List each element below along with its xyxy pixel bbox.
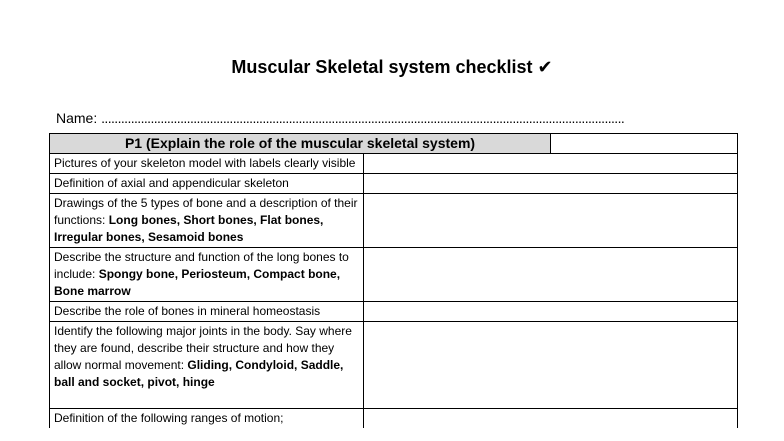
name-label: Name: [56, 110, 98, 126]
table-row [50, 322, 738, 409]
row-evidence-cell[interactable] [364, 248, 738, 302]
row-description: Drawings of the 5 types of bone and a description of their functions: Long bones, Short bones, Flat bones, Irregular bones, Sesamoid bones [50, 194, 364, 248]
row-description: Pictures of your skeleton model with labels clearly visible [50, 154, 364, 174]
section-header-row [50, 134, 738, 154]
checklist-table [49, 133, 738, 428]
row-description: Definition of the following ranges of motion; [50, 409, 364, 429]
row-evidence-cell[interactable] [364, 174, 738, 194]
name-line [56, 110, 624, 126]
page-title: Muscular Skeletal system checklist ✔ [231, 57, 553, 77]
table-row [50, 302, 738, 322]
row-evidence-cell[interactable] [364, 322, 738, 409]
name-dots[interactable]: ............................................................................................................................................................... [101, 110, 625, 126]
row-description: Describe the role of bones in mineral homeostasis [50, 302, 364, 322]
row-description: Identify the following major joints in the body. Say where they are found, describe their structure and how they allow normal movement: Gliding, Condyloid, Saddle, ball and socket, pivot, hinge [50, 322, 364, 409]
row-evidence-cell[interactable] [364, 154, 738, 174]
row-description: Describe the structure and function of the long bones to include: Spongy bone, Periosteum, Compact bone, Bone marrow [50, 248, 364, 302]
section-header-blank-cell[interactable] [551, 134, 738, 154]
table-row [50, 174, 738, 194]
table-row [50, 409, 738, 429]
row-description: Definition of axial and appendicular skeleton [50, 174, 364, 194]
table-row [50, 194, 738, 248]
table-row [50, 154, 738, 174]
section-header: P1 (Explain the role of the muscular skeletal system) [50, 134, 551, 154]
row-evidence-cell[interactable] [364, 302, 738, 322]
table-row [50, 248, 738, 302]
row-evidence-cell[interactable] [364, 194, 738, 248]
row-evidence-cell[interactable] [364, 409, 738, 429]
